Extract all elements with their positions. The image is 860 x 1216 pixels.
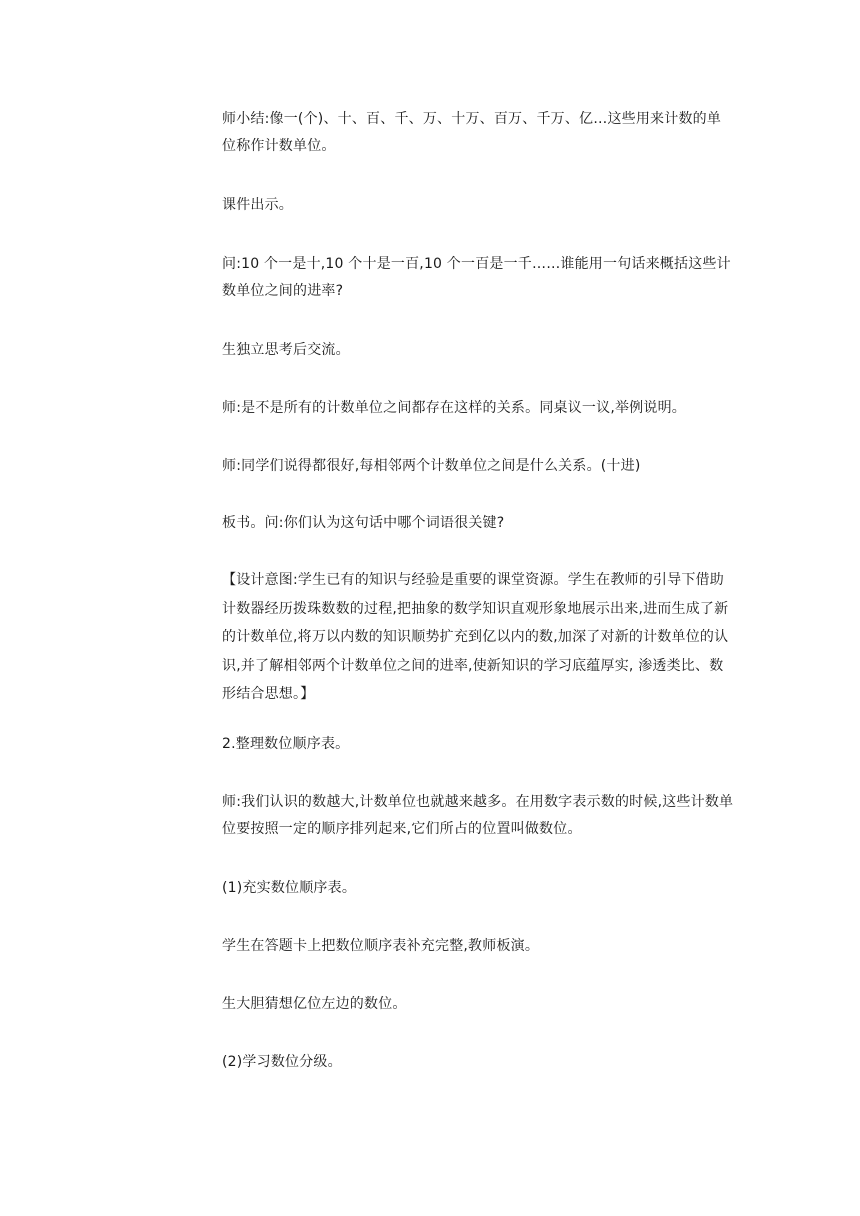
- paragraph-guess: 生大胆猜想亿位左边的数位。: [222, 996, 407, 1012]
- paragraph-teacher-ask: 师:是不是所有的计数单位之间都存在这样的关系。同桌议一议,举例说明。: [222, 400, 686, 416]
- paragraph-blackboard: 板书。问:你们认为这句话中哪个词语很关键?: [222, 515, 505, 531]
- paragraph-summary: 师小结:像一(个)、十、百、千、万、十万、百万、千万、亿…这些用来计数的单位称作计数单位。: [222, 111, 722, 154]
- paragraph-section-heading: 2.整理数位顺序表。: [222, 736, 350, 752]
- paragraph-design-intent: 【设计意图:学生已有的知识与经验是重要的课堂资源。学生在教师的引导下借助计数器经历拨珠数数的过程,把抽象的数学知识直观形象地展示出来,进而生成了新的计数单位,将万以内数的知识顺势扩充到亿以内的数,加深了对新的计数单位的认识,并了解相邻两个计数单位之间的进率,使新知识的学习底蕴厚实, 渗透类比、数形结合思想。】: [222, 572, 729, 702]
- paragraph-question: 问:10 个一是十,10 个十是一百,10 个一百是一千……谁能用一句话来概括这些计数单位之间的进率?: [222, 256, 731, 299]
- paragraph-subsection-1: (1)充实数位顺序表。: [222, 880, 357, 896]
- paragraph-teacher-explain: 师:我们认识的数越大,计数单位也就越来越多。在用数字表示数的时候,这些计数单位要按照一定的顺序排列起来,它们所占的位置叫做数位。: [222, 794, 734, 837]
- paragraph-courseware: 课件出示。: [222, 197, 293, 213]
- paragraph-student-think: 生独立思考后交流。: [222, 342, 350, 358]
- paragraph-teacher-praise: 师:同学们说得都很好,每相邻两个计数单位之间是什么关系。(十进): [222, 458, 641, 474]
- paragraph-subsection-2: (2)学习数位分级。: [222, 1054, 342, 1070]
- paragraph-answer-card: 学生在答题卡上把数位顺序表补充完整,教师板演。: [222, 938, 540, 954]
